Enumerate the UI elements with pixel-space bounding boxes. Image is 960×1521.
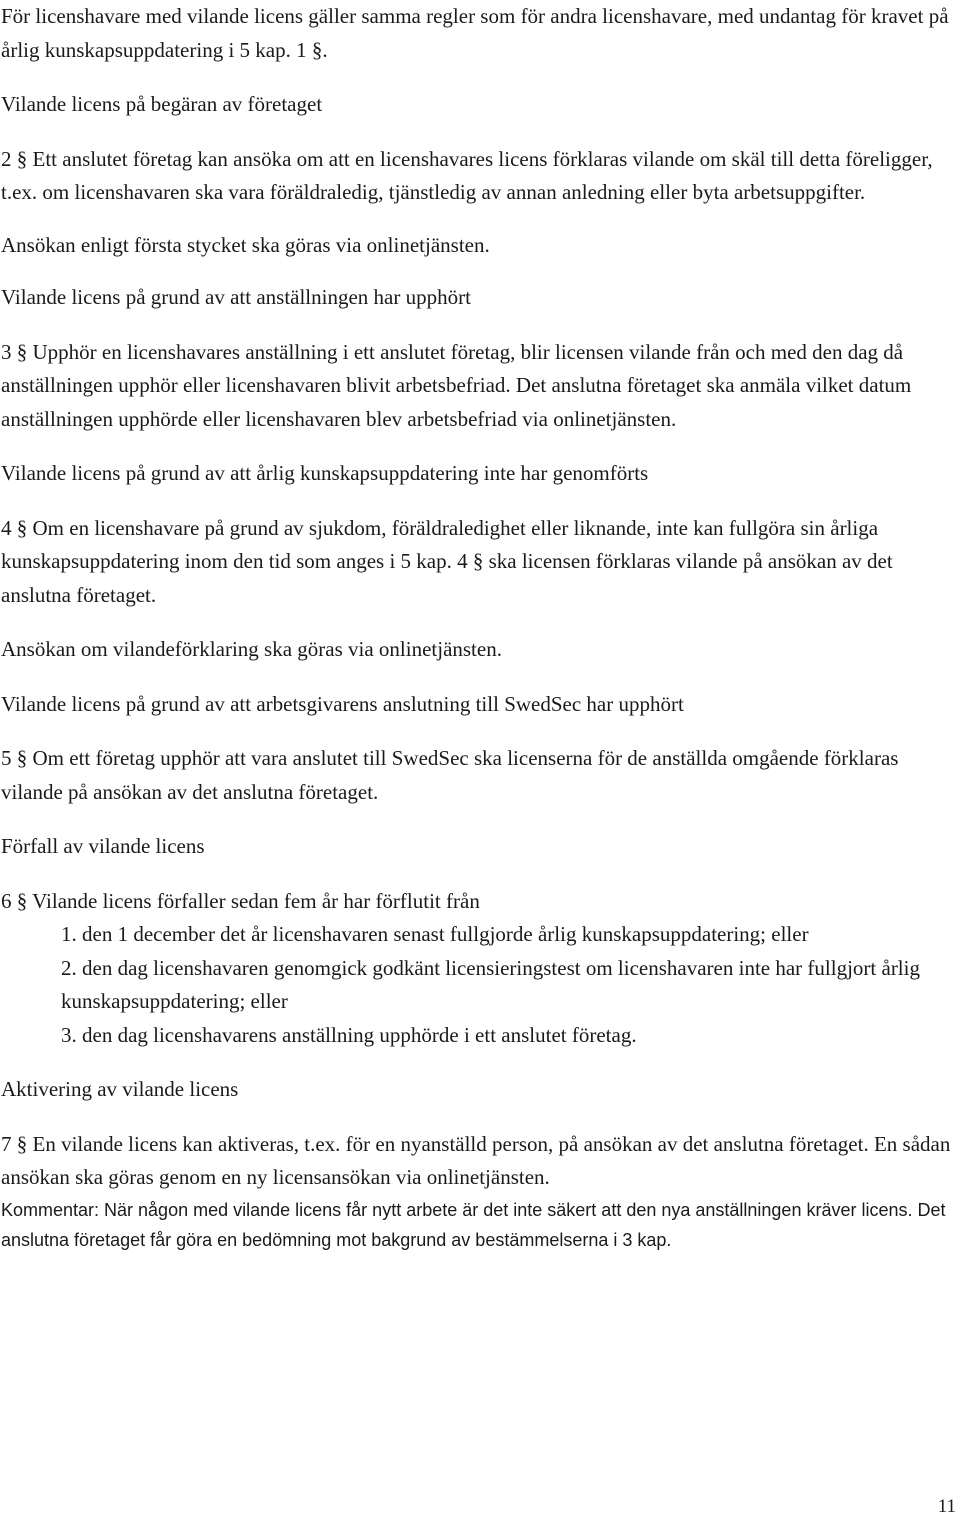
page-number: 11: [937, 1496, 956, 1517]
paragraph-ansokan-online: Ansökan enligt första stycket ska göras via onlinetjänsten.: [1, 232, 490, 257]
comment-paragraph: Kommentar: När någon med vilande licens får nytt arbete är det inte säkert att den nya anställningen kräver licens. Det anslutna företaget får göra en bedömning mot bakgrund av bestämmelserna i 3 kap.: [1, 1199, 946, 1250]
forfall-list: [1, 918, 960, 1052]
paragraph-3-section: 3 § Upphör en licenshavares anställning i ett anslutet företag, blir licensen vilande från och med den dag då anställningen upphör eller licenshavaren blivit arbetsbefriad. Det anslutna företaget ska anmäla vilket datum anställningen upphörde eller licenshavaren blev arbetsbefriad via onlinetjänsten.: [1, 339, 912, 431]
paragraph-6-section: 6 § Vilande licens förfaller sedan fem år har förflutit från: [1, 888, 480, 913]
list-item: 1. den 1 december det år licenshavaren senast fullgjorde årlig kunskapsuppdatering; eller: [61, 922, 809, 946]
section-heading-aktivering: Aktivering av vilande licens: [1, 1077, 239, 1101]
list-item: 3. den dag licenshavarens anställning upphörde i ett anslutet företag.: [61, 1022, 637, 1047]
section-heading-kunskapsuppdatering: Vilande licens på grund av att årlig kunskapsuppdatering inte har genomförts: [1, 461, 649, 485]
paragraph-vilandeforklaring: Ansökan om vilandeförklaring ska göras via onlinetjänsten.: [1, 637, 502, 661]
intro-paragraph: För licenshavare med vilande licens gäller samma regler som för andra licenshavare, med undantag för kravet på årlig kunskapsuppdatering i 5 kap. 1 §.: [1, 4, 949, 62]
section-heading-anstallning: Vilande licens på grund av att anställningen har upphört: [1, 285, 471, 309]
list-item: 2. den dag licenshavaren genomgick godkänt licensieringstest om licenshavaren inte har fullgjort årlig kunskapsuppdatering; eller: [61, 955, 920, 1013]
section-heading-swedsec: Vilande licens på grund av att arbetsgivarens anslutning till SwedSec har upphört: [1, 691, 684, 716]
paragraph-5-section: 5 § Om ett företag upphör att vara anslutet till SwedSec ska licenserna för de anställda omgående förklaras vilande på ansökan av det anslutna företaget.: [1, 746, 899, 804]
paragraph-4-section: 4 § Om en licenshavare på grund av sjukdom, föräldraledighet eller liknande, inte kan fullgöra sin årliga kunskapsuppdatering inom den tid som anges i 5 kap. 4 § ska licensen förklaras vilande på ansökan av det anslutna företaget.: [1, 515, 893, 607]
paragraph-2-section: 2 § Ett anslutet företag kan ansöka om att en licenshavares licens förklaras vilande om skäl till detta föreligger, t.ex. om licenshavaren ska vara föräldraledig, tjänstledig av annan anledning eller byta arbetsuppgifter.: [1, 146, 933, 204]
section-heading-foretaget: Vilande licens på begäran av företaget: [1, 92, 323, 116]
paragraph-7-section: 7 § En vilande licens kan aktiveras, t.ex. för en nyanställd person, på ansökan av det anslutna företaget. En sådan ansökan ska göras genom en ny licensansökan via onlinetjänsten.: [1, 1131, 951, 1189]
section-heading-forfall: Förfall av vilande licens: [1, 834, 205, 858]
